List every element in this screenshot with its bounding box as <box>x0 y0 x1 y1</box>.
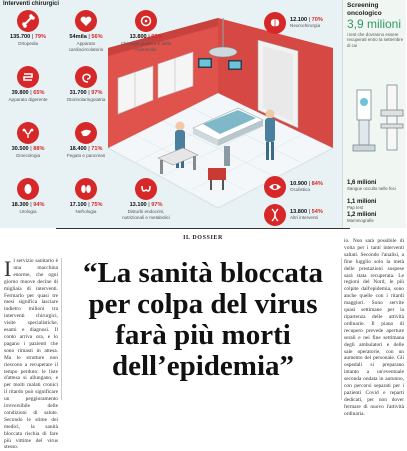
stat-text: 13.800 | 54% Altri interventi <box>290 208 323 220</box>
screening-title-line1: Screening <box>347 2 379 9</box>
breast-icon <box>135 10 157 32</box>
screening-row-label: Sangue occulto nelle feci <box>347 186 396 191</box>
article-right-column: io. Non sarà possibile di volta per i tanti interventi saltati. Secondo l'analisi, a fine lugglio solo la metà delle prestazioni sospese sarà stata recuperata. Le regioni del Nord, le più colpite dall'epidemia, sono anche quelle con i ritardi maggiori. Sono servite quasi settimane per la ripartenza delle attività ordinarie. Il piano di recupero prevede aperture serali e nei fine settimana degli ambulatori e delle sale operatorie, con un aumento del personale. Gli ospedali si preparano intanto a un'eventuale seconda ondata in autunno, con percorsi separati per i pazienti Covid e reparti dedicati, per non dover fermare di nuovo l'attività ordinaria. <box>344 238 404 417</box>
stat-text: 12.100 | 70% Neurochirurgia <box>290 16 323 28</box>
ear-icon <box>75 66 97 88</box>
screening-total: 3,9 milioni <box>347 17 402 31</box>
kidney-icon <box>17 178 39 200</box>
microscope-icon <box>349 80 379 160</box>
dna-icon <box>264 204 286 226</box>
eye-icon <box>264 176 286 198</box>
stat-label: Chirurgia plastica e della mammella <box>120 41 172 52</box>
stat-card <box>264 204 323 226</box>
left-column-text: l servizio sanitario è una macchina enorme, che ogni giorno muove decine di migliaia di interventi. Fermarlo per quasi tre mesi significa lasciare indietro milioni tra interventi chirurgici, visite specialistiche, esami e diagnosi. Il conto arriva ora, e lo pagano i pazienti che sono rimasti in attesa. Ma le strutture non riescono a recuperare il tempo perduto: le liste d'attesa si allungano, e per molti malati cronici il ritardo può significare un peggioramento irreversibile delle condizioni di salute. Secondo le stime dei medici, la sanità bloccata rischia di fare più vittime del virus stesso. <box>4 258 58 451</box>
screening-row-label: Pap test <box>347 205 364 210</box>
article-headline: “La sanità bloccata per colpa del virus farà più morti dell’epidemia” <box>82 257 324 382</box>
screening-row <box>347 180 407 191</box>
stat-value: 135.700 | 79% <box>10 34 46 40</box>
stat-label: Ginecologia <box>15 153 41 158</box>
stat-label: Apparato digerente <box>8 97 48 102</box>
stat-value: 18.400 | 71% <box>69 146 103 152</box>
stat-value: 39.800 | 65% <box>11 90 45 96</box>
screening-row-value: 1,6 milioni <box>347 180 377 186</box>
stat-value: 13.800 | 93% <box>129 34 163 40</box>
uterus-icon <box>17 122 39 144</box>
screening-title-line2: oncologico <box>347 9 382 17</box>
stat-card <box>264 12 323 34</box>
stat-value: 18.300 | 94% <box>11 202 45 208</box>
stat-label: Disturbi endocrini, nutrizionali e metabolici <box>122 209 170 220</box>
stat-card <box>2 66 54 103</box>
stat-card <box>60 178 112 215</box>
brain-icon <box>264 12 286 34</box>
stat-label: Otorinolaringoiatria <box>66 97 106 102</box>
stat-card <box>2 10 54 47</box>
intestine-icon <box>17 66 39 88</box>
stat-label: Ortopedia <box>17 41 39 46</box>
column-divider <box>61 258 62 400</box>
screening-row-value: 1,1 milioni <box>347 199 377 205</box>
column-divider <box>341 258 342 400</box>
infographic-title: Interventi chirurgici <box>3 1 60 7</box>
article <box>0 228 406 451</box>
screening-row <box>347 212 407 223</box>
screening-row <box>347 199 407 210</box>
kidneys-icon <box>75 178 97 200</box>
stat-label: Urologia <box>19 209 37 214</box>
screening-row-label: Mammografie <box>347 218 374 223</box>
stat-card <box>264 176 323 198</box>
screening-subtitle: i test che dovranno essere recuperati entro la settembre di cui <box>347 32 404 48</box>
stat-card <box>60 122 112 159</box>
stat-card <box>120 10 172 52</box>
stat-card <box>120 178 172 220</box>
stat-value: 31.700 | 97% <box>69 90 103 96</box>
heart-icon <box>75 10 97 32</box>
section-rule <box>56 228 350 229</box>
article-left-column <box>4 256 58 451</box>
liver-icon <box>75 122 97 144</box>
bone-icon <box>17 10 39 32</box>
screening-title <box>347 2 382 17</box>
stat-label: Fegato e pancreas <box>66 153 106 158</box>
section-kicker: IL DOSSIER <box>183 235 223 241</box>
stat-value: 54mila | 56% <box>69 34 103 40</box>
stat-value: 17.100 | 75% <box>69 202 103 208</box>
stat-value: 30.500 | 88% <box>11 146 45 152</box>
stat-label: Nefrologia <box>75 209 97 214</box>
stat-text: 10.900 | 84% Oculistica <box>290 180 323 192</box>
mammography-icon <box>379 80 405 160</box>
thyroid-icon <box>135 178 157 200</box>
stat-card <box>2 122 54 159</box>
screening-row-value: 1,2 milioni <box>347 212 377 218</box>
dropcap: I <box>4 256 12 281</box>
stat-card <box>2 178 54 215</box>
stat-card <box>60 10 112 52</box>
stat-card <box>60 66 112 103</box>
stat-label: Apparato cardiocircolatorio <box>68 41 104 52</box>
stat-value: 13.100 | 97% <box>129 202 163 208</box>
screening-panel <box>342 0 406 228</box>
